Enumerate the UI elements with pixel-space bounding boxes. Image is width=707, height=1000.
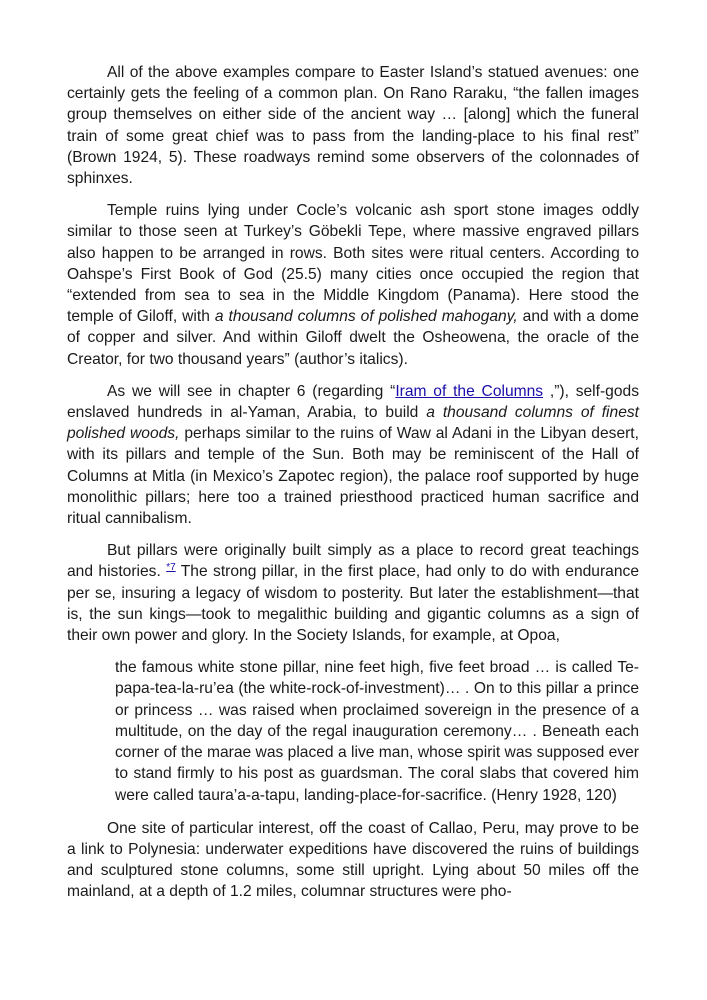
- italic-phrase: a thousand columns of finest polished woods,: [67, 404, 639, 443]
- paragraph-text: Temple ruins lying under Cocle’s volcanic ash sport stone images oddly similar to those seen at Turkey’s Göbekli Tepe, where massive engraved pillars also happen to be arranged in rows. Both sites were ritual centers. According to Oahspe’s First Book of God (25.5) many cities once occupied the region that “extended from sea to sea in the Middle Kingdom (Panama). Here stood the temple of Giloff, with: [67, 202, 639, 326]
- paragraph-text: and with a dome of copper and silver. And within Giloff dwelt the Osheowena, the oracle of the Creator, for two thousand years” (author’s italics).: [67, 308, 639, 368]
- paragraph-text: One site of particular interest, off the coast of Callao, Peru, may prove to be a link to Polynesia: underwater expeditions have discovered the ruins of buildings and sculptured stone columns, some still upright. Lying about 50 miles off the mainland, at a depth of 1.2 miles, columnar structures were pho-: [67, 819, 639, 901]
- block-quote: [115, 657, 639, 805]
- footnote-link[interactable]: *7: [166, 562, 176, 574]
- paragraph-text: perhaps similar to the ruins of Waw al Adani in the Libyan desert, with its pillars and temple of the Sun. Both may be reminiscent of the Hall of Columns at Mitla (in Mexico’s Zapotec region), the palace roof supported by huge monolithic pillars; here too a trained priesthood practiced human sacrifice and ritual cannibalism.: [67, 425, 639, 528]
- quote-text: the famous white stone pillar, nine feet high, five feet broad … is called Te-papa-tea-la-ru’ea (the white-rock-of-investment)… . On to this pillar a prince or princess … was raised when proclaimed sovereign in the presence of a multitude, on the day of the regal inauguration ceremony… . Beneath each corner of the marae was placed a live man, whose spirit was supposed ever to stand firmly to his post as guardsman. The coral slabs that covered him were called taura’a-a-tapu, landing-place-for-sacrifice. (Henry 1928, 120): [115, 659, 639, 804]
- italic-phrase: a thousand columns of polished mahogany,: [214, 308, 518, 326]
- link-iram-of-the-columns[interactable]: Iram of the Columns: [395, 382, 544, 400]
- paragraph-text: All of the above examples compare to Easter Island’s statued avenues: one certainly gets the feeling of a common plan. On Rano Raraku, “the fallen images group themselves on either side of the ancient way … [along] which the funeral train of some great chief was to pass from the landing-place to his final rest” (Brown 1924, 5). These roadways remind some observers of the colonnades of sphinxes.: [67, 64, 639, 188]
- page-body: [67, 62, 639, 914]
- paragraph-text: ,”), self-gods enslaved hundreds in al-Yaman, Arabia, to build: [67, 382, 639, 422]
- paragraph-temple-ruins: [67, 200, 639, 370]
- paragraph-text: But pillars were originally built simply as a place to record great teachings and histories.: [67, 542, 639, 581]
- paragraph-pillars: [67, 540, 639, 646]
- paragraph-text: The strong pillar, in the first place, had only to do with endurance per se, insuring a legacy of wisdom to posterity. But later the establishment—that is, the sun kings—took to megalithic building and gigantic columns as a sign of their own power and glory. In the Society Islands, for example, at Opoa,: [67, 563, 639, 645]
- paragraph-easter-island: [67, 62, 639, 189]
- paragraph-iram: [67, 381, 639, 529]
- paragraph-text: As we will see in chapter 6 (regarding “: [107, 382, 396, 400]
- paragraph-callao: [67, 818, 639, 903]
- footnote-marker: [166, 562, 175, 573]
